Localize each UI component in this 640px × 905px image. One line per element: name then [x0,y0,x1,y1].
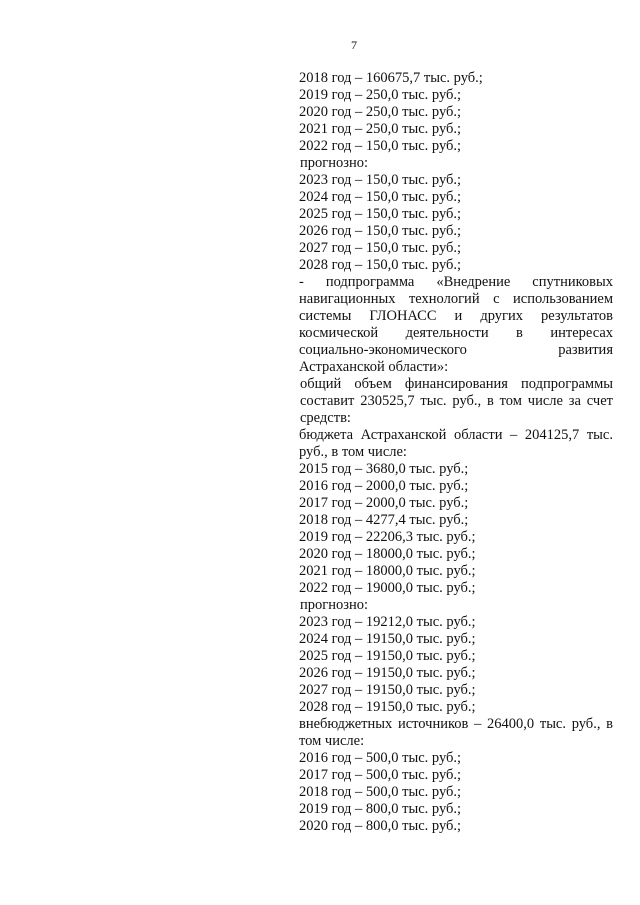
funding-list-block-2 [299,461,613,716]
funding-line: 2024 год – 150,0 тыс. руб.; [299,189,462,205]
funding-line: 2018 год – 500,0 тыс. руб.; [299,784,462,800]
funding-total-text: общий объем финансирования подпрограммы составит 230525,7 тыс. руб., в том числе за счет средств: [300,376,613,426]
funding-line: 2019 год – 22206,3 тыс. руб.; [299,529,476,545]
funding-line: 2016 год – 500,0 тыс. руб.; [299,750,462,766]
funding-line: 2021 год – 18000,0 тыс. руб.; [299,563,476,579]
funding-line: 2027 год – 150,0 тыс. руб.; [299,240,462,256]
funding-line: 2028 год – 19150,0 тыс. руб.; [299,699,476,715]
regional-budget-text: бюджета Астраханской области – 204125,7 тыс. руб., в том числе: [299,427,613,460]
funding-line: 2020 год – 800,0 тыс. руб.; [299,818,462,834]
funding-line: 2022 год – 19000,0 тыс. руб.; [299,580,476,596]
funding-line: 2020 год – 18000,0 тыс. руб.; [299,546,476,562]
funding-line: 2025 год – 19150,0 тыс. руб.; [299,648,476,664]
funding-line: 2026 год – 150,0 тыс. руб.; [299,223,462,239]
funding-line: 2016 год – 2000,0 тыс. руб.; [299,478,469,494]
funding-line: 2026 год – 19150,0 тыс. руб.; [299,665,476,681]
funding-line: 2018 год – 160675,7 тыс. руб.; [299,70,483,86]
funding-line: 2017 год – 500,0 тыс. руб.; [299,767,462,783]
funding-line: 2018 год – 4277,4 тыс. руб.; [299,512,469,528]
funding-line: 2019 год – 800,0 тыс. руб.; [299,801,462,817]
document-body [299,70,613,835]
funding-line: 2021 год – 250,0 тыс. руб.; [299,121,462,137]
funding-line: 2023 год – 150,0 тыс. руб.; [299,172,462,188]
extrabudget-text: внебюджетных источников – 26400,0 тыс. руб., в том числе: [299,716,613,749]
funding-line: 2025 год – 150,0 тыс. руб.; [299,206,462,222]
funding-line: 2017 год – 2000,0 тыс. руб.; [299,495,469,511]
page-number: 7 [351,38,357,52]
funding-line: 2023 год – 19212,0 тыс. руб.; [299,614,476,630]
funding-line: 2015 год – 3680,0 тыс. руб.; [299,461,469,477]
funding-line: 2019 год – 250,0 тыс. руб.; [299,87,462,103]
forecast-label: прогнозно: [300,597,368,613]
funding-list-block-3 [299,750,613,835]
subprogram-title: - подпрограмма «Внедрение спутниковых навигационных технологий с использованием системы ГЛОНАСС и других результатов космической деятельности в интересах социально-экономического развития Астраханской области»: [299,274,613,375]
funding-line: 2024 год – 19150,0 тыс. руб.; [299,631,476,647]
funding-line: 2022 год – 150,0 тыс. руб.; [299,138,462,154]
funding-line: 2027 год – 19150,0 тыс. руб.; [299,682,476,698]
forecast-label: прогнозно: [300,155,368,171]
funding-line: 2020 год – 250,0 тыс. руб.; [299,104,462,120]
funding-line: 2028 год – 150,0 тыс. руб.; [299,257,462,273]
funding-list-block-1 [299,70,613,274]
